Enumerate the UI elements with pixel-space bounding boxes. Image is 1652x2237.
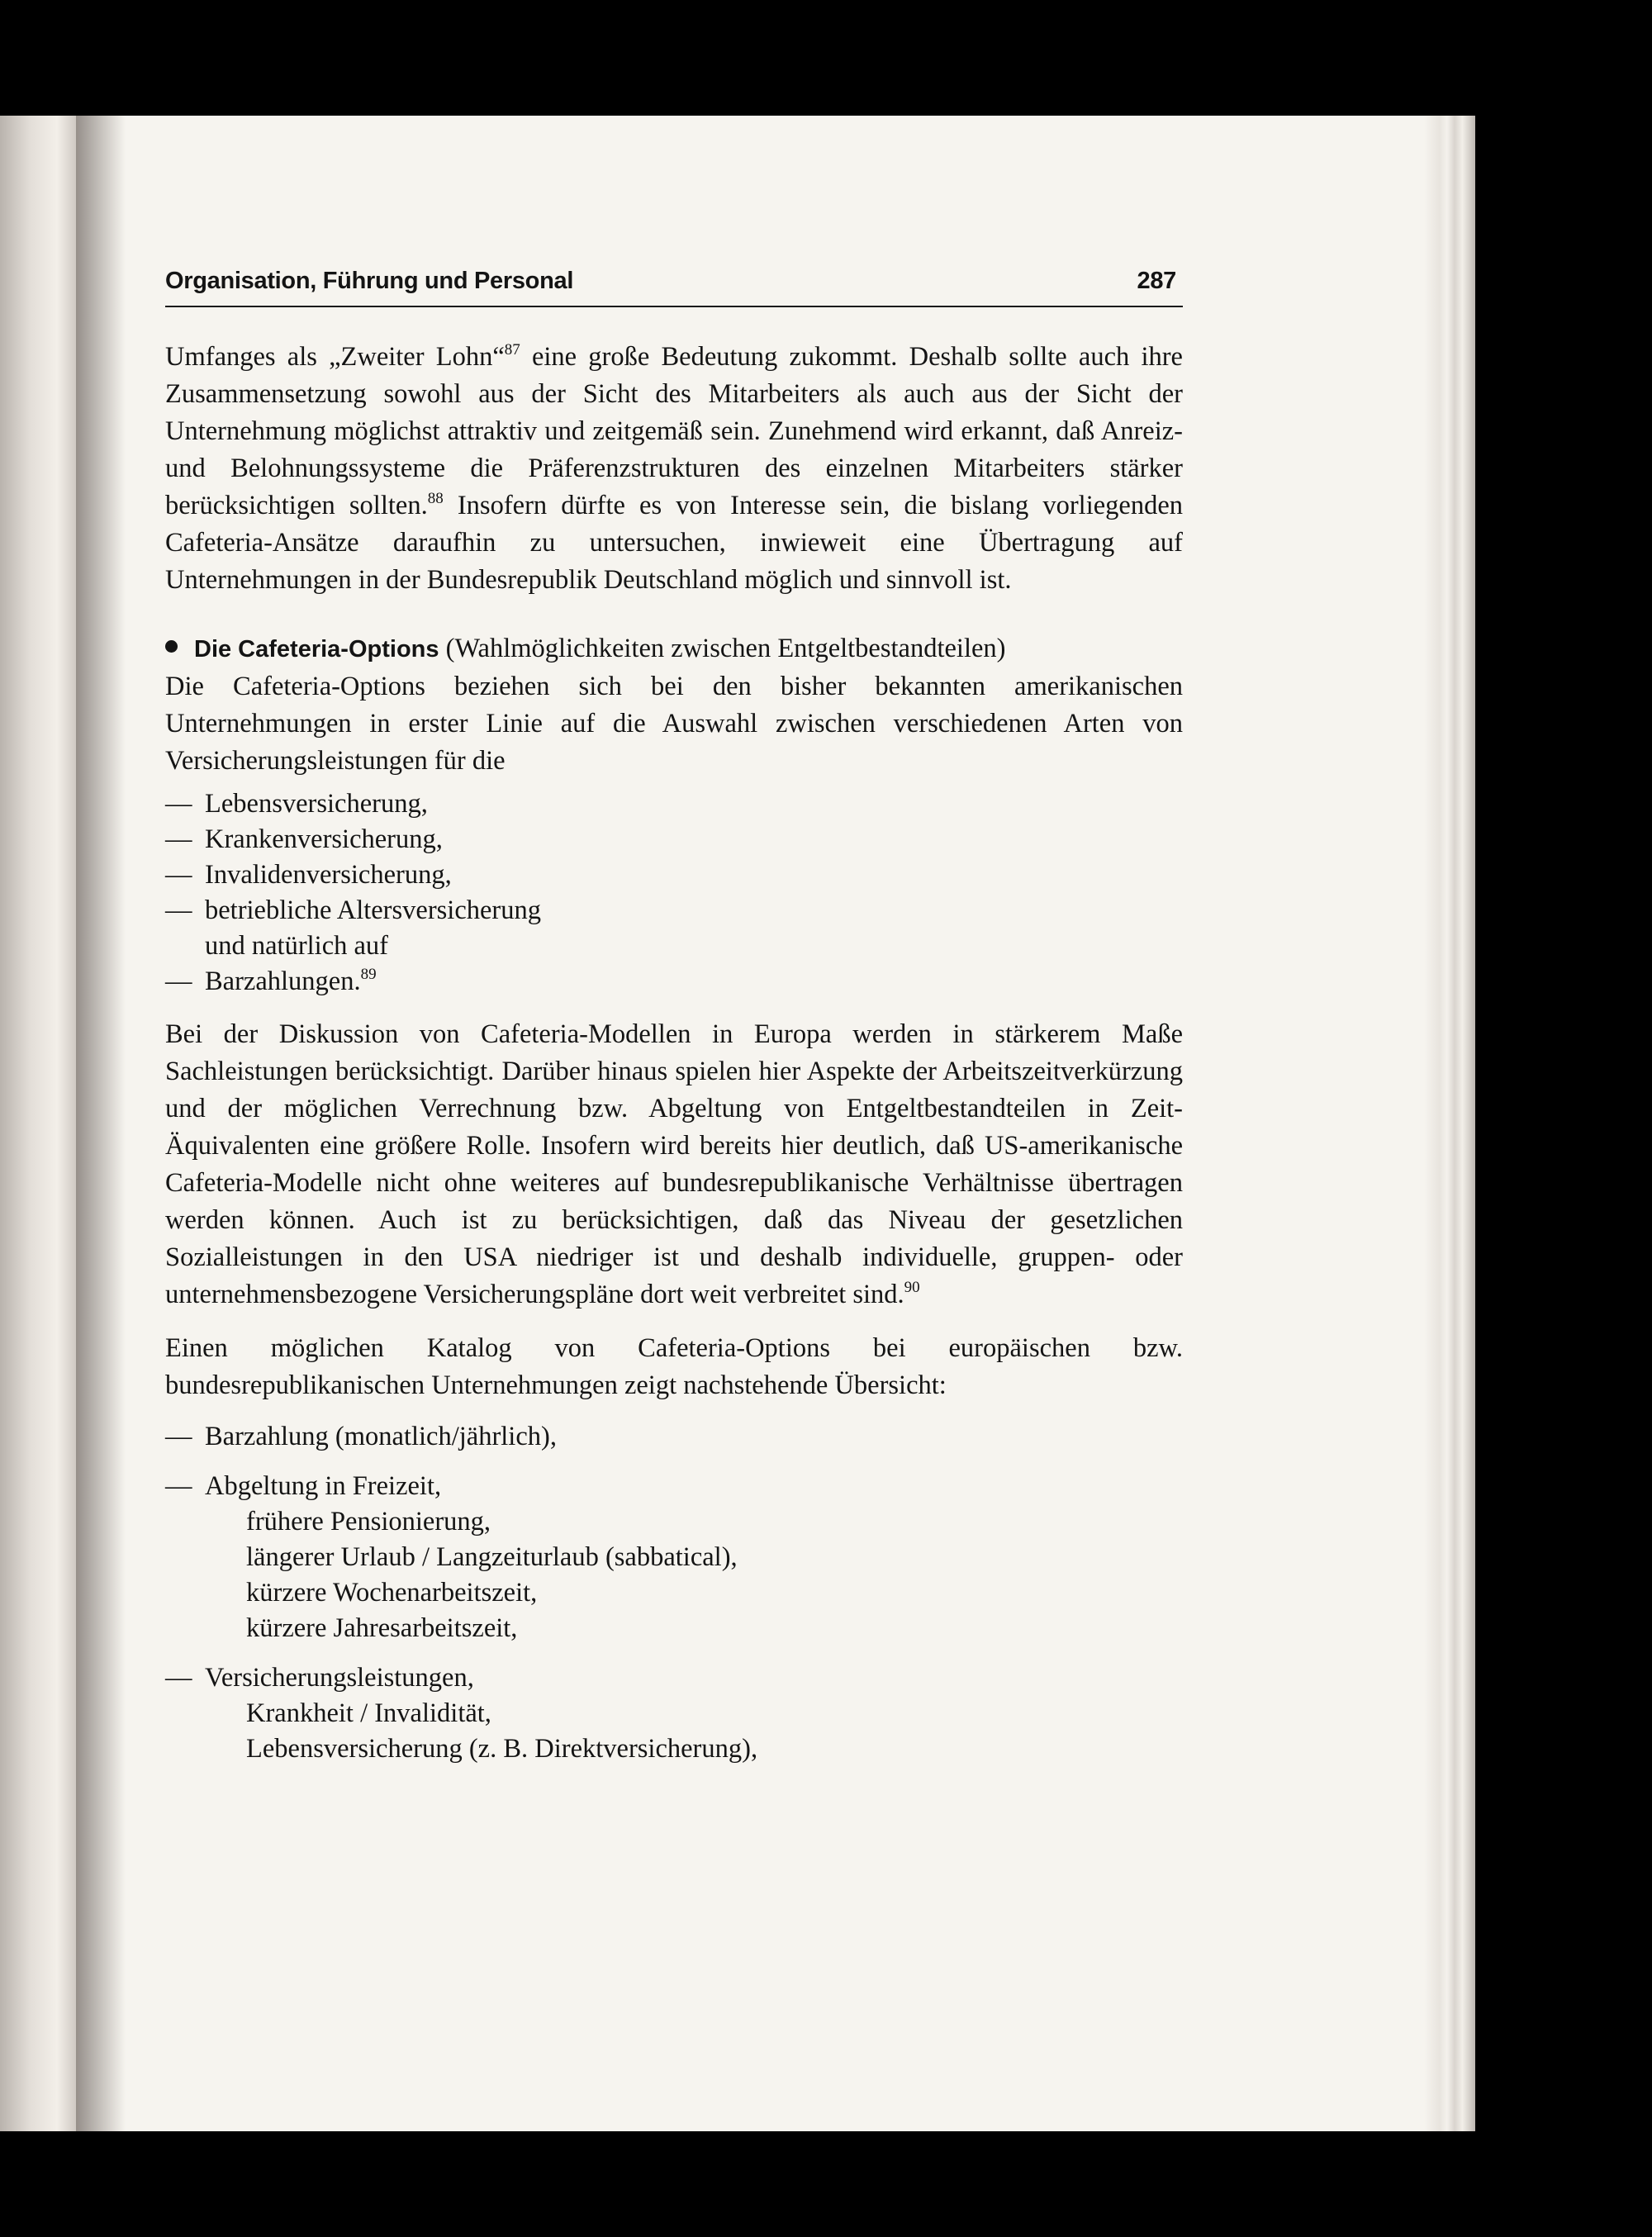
list-item: — Barzahlungen.$^{89}$: [165, 964, 1183, 1000]
list-item: — Lebensversicherung,: [165, 786, 1183, 822]
dash-icon: —: [165, 1663, 192, 1693]
page-content: [165, 261, 1183, 1781]
list-item: — Invalidenversicherung,: [165, 857, 1183, 893]
list-item: — Krankenversicherung,: [165, 822, 1183, 857]
paragraph-catalog-intro: Einen möglichen Katalog von Cafeteria-Options bei europäischen bzw. bundesrepublikanischen Unternehmungen zeigt nachstehende Übersicht:: [165, 1333, 1183, 1400]
paragraph-intro-part-a: Umfanges als „Zweiter Lohn“: [165, 342, 505, 372]
catalog-subitem: Krankheit / Invalidität,: [246, 1698, 491, 1728]
catalog-subitem: Lebensversicherung (z. B. Direktversicherung),: [246, 1734, 758, 1764]
left-page-edge: [0, 116, 76, 2131]
list-continuation: und natürlich auf: [205, 931, 389, 961]
cafeteria-options-catalog: [165, 1419, 1183, 1767]
right-page-edge: [1424, 116, 1475, 2131]
paragraph-intro-part-c: Insofern dürfte es von Interesse sein, die bislang vorliegenden Cafeteria-Ansätze daraufhin zu untersuchen, inwieweit eine Übertragung auf Unternehmungen in der Bundesrepublik Deutschland möglich und sinnvoll ist.: [165, 491, 1183, 595]
catalog-item-freizeit: — Abgeltung in Freizeit, frühere Pensionierung, längerer Urlaub / Langzeiturlaub (sabbatical), kürzere Wochenarbeitszeit, kürzere Jahresarbeitszeit,: [165, 1469, 1183, 1646]
section-heading: [165, 630, 1183, 668]
running-head: [165, 261, 1183, 307]
catalog-subitem: kürzere Jahresarbeitszeit,: [246, 1613, 518, 1643]
insurance-list: [165, 786, 1183, 1000]
catalog-item-versicherung: — Versicherungsleistungen, Krankheit / Invalidität, Lebensversicherung (z. B. Direktversicherung),: [165, 1660, 1183, 1767]
footnote-ref-89: 89: [360, 966, 377, 983]
dash-icon: —: [165, 895, 192, 925]
section-title: Die Cafeteria-Options: [194, 636, 439, 663]
running-head-title: Organisation, Führung und Personal: [165, 268, 574, 294]
paragraph-europe: Bei der Diskussion von Cafeteria-Modellen in Europa werden in stärkerem Maße Sachleistungen berücksichtigt. Darüber hinaus spielen hier Aspekte der Arbeitszeitverkürzung und der möglichen Verrechnung bzw. Abgeltung von Entgeltbestandteilen in Zeit-Äquivalenten eine größere Rolle. Insofern wird bereits hier deutlich, daß US-amerikanische Cafeteria-Modelle nicht ohne weiteres auf bundesrepublikanische Verhältnisse übertragen werden können. Auch ist zu berücksichtigen, daß das Niveau der gesetzlichen Sozialleistungen in den USA niedriger ist und deshalb individuelle, gruppen- oder unternehmensbezogene Versicherungspläne dort weit verbreitet sind.$^{90}$: [165, 1019, 1183, 1309]
catalog-subitem: längerer Urlaub / Langzeiturlaub (sabbatical),: [246, 1542, 738, 1572]
dash-icon: —: [165, 860, 192, 890]
catalog-subitem: frühere Pensionierung,: [246, 1507, 491, 1536]
section-subtitle: (Wahlmöglichkeiten zwischen Entgeltbestandteilen): [439, 634, 1006, 663]
footnote-ref-90: 90: [904, 1279, 920, 1296]
paragraph-intro-part-b: eine große Bedeutung zukommt. Deshalb sollte auch ihre Zusammensetzung sowohl aus der Sicht des Mitarbeiters als auch aus der Sicht der Unternehmung möglichst attraktiv und zeitgemäß sein. Zunehmend wird erkannt, daß Anreiz- und Belohnungssysteme die Präferenzstrukturen des einzelnen Mitarbeiters stärker berücksichtigen sollten.: [165, 342, 1183, 520]
dash-icon: —: [165, 1422, 192, 1451]
page-number: 287: [1137, 268, 1176, 294]
bullet-icon: [165, 640, 178, 653]
catalog-item-barzahlung: — Barzahlung (monatlich/jährlich),: [165, 1419, 1183, 1455]
catalog-subitem: kürzere Wochenarbeitszeit,: [246, 1578, 538, 1608]
footnote-ref-87: 87: [504, 341, 520, 359]
section-intro: Die Cafeteria-Options beziehen sich bei den bisher bekannten amerikanischen Unternehmungen in erster Linie auf die Auswahl zwischen verschiedenen Arten von Versicherungsleistungen für die: [165, 672, 1183, 776]
paragraph-intro: [165, 339, 1183, 599]
gutter-shadow: [76, 116, 126, 2131]
dash-icon: —: [165, 824, 192, 854]
dash-icon: —: [165, 967, 192, 996]
dash-icon: —: [165, 1471, 192, 1501]
list-item: — betriebliche Altersversicherung und natürlich auf: [165, 893, 1183, 964]
footnote-ref-88: 88: [427, 490, 444, 507]
dash-icon: —: [165, 789, 192, 819]
